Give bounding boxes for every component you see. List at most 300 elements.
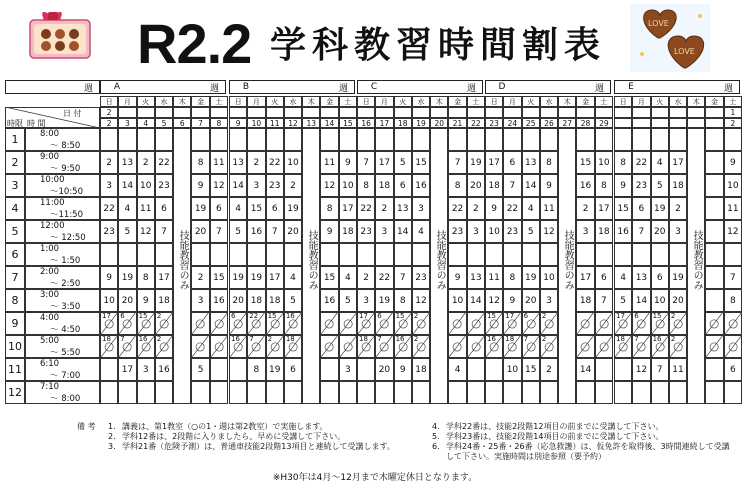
- period-number-cell: 7: [5, 266, 25, 289]
- lecture-slot: 5: [118, 220, 136, 243]
- lecture-slot-special: [155, 335, 173, 358]
- lecture-slot-special: [247, 312, 265, 335]
- note-number: 5.: [432, 432, 440, 441]
- skill-only-column-border: [687, 128, 705, 404]
- slash-mark: [577, 313, 593, 334]
- day-name-cell: 火: [137, 96, 155, 107]
- lecture-slot: 10: [485, 220, 503, 243]
- lecture-slot-special: [357, 335, 375, 358]
- top-date-cell: [302, 107, 320, 118]
- lecture-slot: 17: [576, 266, 594, 289]
- lecture-slot: 4: [448, 358, 466, 381]
- special-number: 2: [156, 312, 162, 320]
- lecture-slot: 20: [191, 220, 209, 243]
- lecture-slot: [485, 128, 503, 151]
- lecture-slot-special: [375, 335, 393, 358]
- lecture-slot-special: [394, 312, 412, 335]
- note-number: 1.: [108, 422, 116, 431]
- lecture-slot: 18: [247, 289, 265, 312]
- date-cell: 2: [100, 118, 118, 128]
- top-date-cell: [173, 107, 191, 118]
- lecture-slot: [137, 381, 155, 404]
- lecture-slot: 15: [614, 197, 632, 220]
- lecture-slot: 10: [503, 358, 521, 381]
- lecture-slot: [155, 381, 173, 404]
- lecture-slot: 18: [266, 289, 284, 312]
- lecture-slot: 15: [412, 151, 430, 174]
- skill-only-column-border: [173, 128, 191, 404]
- lecture-slot: 15: [522, 358, 540, 381]
- lecture-slot: 8: [137, 266, 155, 289]
- day-name-cell: 日: [229, 96, 247, 107]
- date-cell: [632, 118, 650, 128]
- lecture-slot: 11: [724, 197, 742, 220]
- lecture-slot: [595, 358, 613, 381]
- lecture-slot: 9: [448, 266, 466, 289]
- period-number-cell: 5: [5, 220, 25, 243]
- period-end: ～ 9:50: [50, 163, 81, 174]
- lecture-slot: 16: [614, 220, 632, 243]
- date-cell: 21: [448, 118, 466, 128]
- lecture-slot: [705, 243, 723, 266]
- lecture-slot: 2: [137, 151, 155, 174]
- top-date-cell: [375, 107, 393, 118]
- day-name-cell: 火: [522, 96, 540, 107]
- lecture-slot: [100, 128, 118, 151]
- lecture-slot: 19: [669, 266, 687, 289]
- lecture-slot: 16: [247, 220, 265, 243]
- lecture-slot: 23: [448, 220, 466, 243]
- date-cell: 3: [118, 118, 136, 128]
- date-cell: 22: [467, 118, 485, 128]
- special-number: 2: [670, 335, 676, 343]
- week-bar-label: 週: [5, 80, 100, 94]
- lecture-slot: 8: [191, 151, 209, 174]
- lecture-slot: 13: [467, 266, 485, 289]
- lecture-slot-special: [485, 312, 503, 335]
- lecture-slot-special: [266, 335, 284, 358]
- slash-mark: [192, 313, 208, 334]
- week-bar-c: [357, 80, 483, 94]
- lecture-slot: [339, 128, 357, 151]
- lecture-slot: [137, 128, 155, 151]
- lecture-slot-special: [522, 312, 540, 335]
- lecture-slot-special: [705, 335, 723, 358]
- top-date-cell: 1: [724, 107, 742, 118]
- lecture-slot: 2: [357, 266, 375, 289]
- slash-mark: [211, 313, 227, 334]
- skill-only-label: 技能教習のみ: [306, 230, 318, 290]
- lecture-slot: 2: [669, 197, 687, 220]
- lecture-slot: 22: [266, 151, 284, 174]
- date-cell: 10: [247, 118, 265, 128]
- lecture-slot: 18: [412, 358, 430, 381]
- lecture-slot: 2: [540, 358, 558, 381]
- lecture-slot-special: [669, 335, 687, 358]
- lecture-slot: [485, 381, 503, 404]
- lecture-slot: [467, 358, 485, 381]
- lecture-slot: 14: [632, 289, 650, 312]
- period-time-cell: [25, 243, 100, 266]
- day-name-cell: 水: [155, 96, 173, 107]
- date-cell: 25: [522, 118, 540, 128]
- lecture-slot: 18: [485, 174, 503, 197]
- lecture-slot: 22: [503, 197, 521, 220]
- lecture-slot-special: [632, 312, 650, 335]
- date-cell: 6: [173, 118, 191, 128]
- lecture-slot: [375, 381, 393, 404]
- lecture-slot: [412, 381, 430, 404]
- lecture-slot-special: [210, 312, 228, 335]
- lecture-slot: [247, 128, 265, 151]
- lecture-slot: [632, 381, 650, 404]
- lecture-slot: [247, 243, 265, 266]
- lecture-slot: [229, 381, 247, 404]
- footer-note: ※H30年は4月～12月まで木曜定休日となります。: [272, 473, 478, 483]
- special-number: 2: [670, 312, 676, 320]
- lecture-slot: 9: [724, 151, 742, 174]
- lecture-slot: 6: [651, 266, 669, 289]
- lecture-slot: 17: [485, 151, 503, 174]
- period-end: ～ 8:00: [50, 393, 81, 404]
- day-name-cell: 月: [375, 96, 393, 107]
- note-number: 6.: [432, 442, 440, 451]
- lecture-slot: 2: [576, 197, 594, 220]
- lecture-slot: [705, 151, 723, 174]
- lecture-slot: 10: [651, 289, 669, 312]
- slash-mark: [211, 336, 227, 357]
- top-date-cell: [467, 107, 485, 118]
- lecture-slot-special: [320, 312, 338, 335]
- slash-mark: [340, 336, 356, 357]
- lecture-slot: 7: [595, 289, 613, 312]
- lecture-slot: [651, 381, 669, 404]
- lecture-slot: 20: [522, 289, 540, 312]
- top-date-cell: [595, 107, 613, 118]
- note-text: 学科23番は、技能2段階14項目の前までに受講して下さい。: [446, 432, 664, 441]
- lecture-slot: 7: [503, 174, 521, 197]
- day-name-cell: 火: [651, 96, 669, 107]
- special-number: 17: [616, 312, 625, 320]
- day-name-cell: 木: [558, 96, 576, 107]
- note-text: 学科12番は、2段階に入りましたら、早めに受講して下さい。: [122, 432, 346, 441]
- top-date-cell: [412, 107, 430, 118]
- period-number-cell: 11: [5, 358, 25, 381]
- lecture-slot: 12: [412, 289, 430, 312]
- lecture-slot-special: [339, 335, 357, 358]
- lecture-slot: 17: [118, 358, 136, 381]
- day-name-cell: 金: [705, 96, 723, 107]
- lecture-slot-special: [632, 335, 650, 358]
- gift-box-icon: [22, 6, 100, 64]
- lecture-slot-special: [155, 312, 173, 335]
- special-number: 15: [395, 312, 405, 320]
- lecture-slot: 13: [632, 266, 650, 289]
- lecture-slot: 6: [394, 174, 412, 197]
- lecture-slot: 13: [394, 197, 412, 220]
- lecture-slot: [339, 381, 357, 404]
- lecture-slot: [229, 358, 247, 381]
- lecture-slot: 20: [229, 289, 247, 312]
- lecture-slot: [705, 381, 723, 404]
- date-cell: [669, 118, 687, 128]
- lecture-slot: [576, 243, 594, 266]
- week-bar-a: [100, 80, 226, 94]
- period-start: 5:00: [40, 335, 60, 346]
- lecture-slot-special: [576, 335, 594, 358]
- date-cell: 24: [503, 118, 521, 128]
- lecture-slot: [503, 243, 521, 266]
- lecture-slot: 17: [155, 266, 173, 289]
- lecture-slot-special: [669, 312, 687, 335]
- lecture-slot-special: [100, 335, 118, 358]
- date-cell: 18: [394, 118, 412, 128]
- period-end: ～11:50: [50, 209, 83, 220]
- lecture-slot-special: [412, 312, 430, 335]
- slash-mark: [449, 313, 465, 334]
- lecture-slot: [210, 358, 228, 381]
- special-number: 17: [102, 312, 111, 320]
- slash-mark: [449, 336, 465, 357]
- day-name-cell: 金: [320, 96, 338, 107]
- lecture-slot: 9: [394, 358, 412, 381]
- date-cell: 5: [155, 118, 173, 128]
- top-date-cell: [320, 107, 338, 118]
- lecture-slot: 9: [540, 174, 558, 197]
- lecture-slot: [247, 381, 265, 404]
- top-date-cell: [576, 107, 594, 118]
- lecture-slot: [394, 381, 412, 404]
- lecture-slot: 11: [669, 358, 687, 381]
- note-text: 学科21番（危険予測）は、普通車技能2段階13項目と連続して受講します。: [122, 442, 395, 451]
- lecture-slot: [357, 128, 375, 151]
- lecture-slot: 2: [100, 151, 118, 174]
- period-time-cell: [25, 312, 100, 335]
- lecture-slot: [705, 220, 723, 243]
- lecture-slot: [284, 243, 302, 266]
- date-cell: 4: [137, 118, 155, 128]
- lecture-slot: [705, 174, 723, 197]
- lecture-slot: 16: [210, 289, 228, 312]
- skill-only-label: 技能教習のみ: [434, 230, 446, 290]
- special-number: 6: [231, 312, 236, 320]
- lecture-slot: [614, 128, 632, 151]
- period-number-cell: 10: [5, 335, 25, 358]
- top-date-cell: [632, 107, 650, 118]
- lecture-slot: [467, 128, 485, 151]
- lecture-slot: [339, 243, 357, 266]
- lecture-slot: 13: [229, 151, 247, 174]
- lecture-slot-special: [448, 335, 466, 358]
- slash-mark: [577, 336, 593, 357]
- lecture-slot: 9: [320, 220, 338, 243]
- lecture-slot: [705, 358, 723, 381]
- lecture-slot: 7: [724, 266, 742, 289]
- period-time-cell: [25, 151, 100, 174]
- lecture-slot-special: [247, 335, 265, 358]
- period-number-cell: 3: [5, 174, 25, 197]
- lecture-slot: [357, 358, 375, 381]
- lecture-slot: 18: [339, 220, 357, 243]
- skill-only-column-border: [302, 128, 320, 404]
- lecture-slot: 23: [357, 220, 375, 243]
- svg-text:LOVE: LOVE: [674, 47, 695, 56]
- lecture-slot: [284, 381, 302, 404]
- lecture-slot-special: [651, 312, 669, 335]
- special-number: 16: [652, 335, 662, 343]
- lecture-slot: [632, 243, 650, 266]
- lecture-slot: 3: [540, 289, 558, 312]
- lecture-slot: 11: [320, 151, 338, 174]
- top-date-cell: [118, 107, 136, 118]
- lecture-slot: 14: [467, 289, 485, 312]
- top-date-cell: [540, 107, 558, 118]
- period-number-cell: 1: [5, 128, 25, 151]
- lecture-slot: 22: [155, 151, 173, 174]
- week-label: 週: [723, 83, 733, 94]
- lecture-slot-special: [503, 312, 521, 335]
- special-number: 17: [505, 312, 515, 320]
- date-cell: 27: [558, 118, 576, 128]
- lecture-slot: [100, 243, 118, 266]
- top-date-cell: [210, 107, 228, 118]
- love-hearts-icon: [630, 4, 710, 72]
- timetable-grid: [5, 96, 745, 408]
- lecture-slot: 19: [284, 197, 302, 220]
- lecture-slot: [669, 381, 687, 404]
- svg-text:LOVE: LOVE: [648, 19, 669, 28]
- lecture-slot: [705, 289, 723, 312]
- date-cell: [651, 118, 669, 128]
- lecture-slot: 12: [320, 174, 338, 197]
- lecture-slot: 20: [375, 358, 393, 381]
- lecture-slot: [357, 381, 375, 404]
- period-time-cell: [25, 128, 100, 151]
- lecture-slot: 7: [632, 220, 650, 243]
- lecture-slot: 3: [357, 289, 375, 312]
- period-end: ～ 7:00: [50, 370, 81, 381]
- lecture-slot: 8: [448, 174, 466, 197]
- slash-mark: [725, 313, 741, 334]
- special-number: 16: [395, 335, 405, 343]
- lecture-slot: 23: [632, 174, 650, 197]
- lecture-slot-special: [266, 312, 284, 335]
- lecture-slot-special: [284, 335, 302, 358]
- lecture-slot: 13: [118, 151, 136, 174]
- period-time-cell: [25, 220, 100, 243]
- date-cell: 23: [485, 118, 503, 128]
- lecture-slot: 3: [247, 174, 265, 197]
- date-cell: 14: [320, 118, 338, 128]
- top-date-cell: 2: [100, 107, 118, 118]
- date-cell: 2: [724, 118, 742, 128]
- special-number: 17: [359, 312, 368, 320]
- lecture-slot: [191, 381, 209, 404]
- notes-label: 備 考: [77, 422, 96, 431]
- lecture-slot: 12: [724, 220, 742, 243]
- day-name-cell: 月: [247, 96, 265, 107]
- lecture-slot: 20: [467, 174, 485, 197]
- lecture-slot: 23: [266, 174, 284, 197]
- special-number: 6: [377, 312, 382, 320]
- note-item: [108, 442, 408, 452]
- period-number-cell: 2: [5, 151, 25, 174]
- lecture-slot-special: [467, 335, 485, 358]
- lecture-slot: [467, 243, 485, 266]
- lecture-slot: 20: [284, 220, 302, 243]
- lecture-slot: 15: [320, 266, 338, 289]
- lecture-slot: 10: [339, 174, 357, 197]
- lecture-slot-special: [284, 312, 302, 335]
- special-number: 18: [616, 335, 625, 343]
- lecture-slot-special: [191, 312, 209, 335]
- lecture-slot: [394, 243, 412, 266]
- header-diagonal: [5, 107, 100, 128]
- week-label: 週: [209, 83, 219, 94]
- period-time-cell: [25, 381, 100, 404]
- lecture-slot: 14: [118, 174, 136, 197]
- lecture-slot: 20: [651, 220, 669, 243]
- lecture-slot: 6: [632, 197, 650, 220]
- lecture-slot-special: [540, 312, 558, 335]
- day-name-cell: 土: [210, 96, 228, 107]
- lecture-slot: 18: [576, 289, 594, 312]
- lecture-slot: 6: [503, 151, 521, 174]
- lecture-slot: 6: [284, 358, 302, 381]
- lecture-slot: [137, 243, 155, 266]
- lecture-slot: 12: [210, 174, 228, 197]
- date-cell: 20: [430, 118, 448, 128]
- lecture-slot-special: [118, 335, 136, 358]
- special-number: 18: [285, 335, 295, 343]
- top-date-cell: [394, 107, 412, 118]
- lecture-slot: [705, 266, 723, 289]
- lecture-slot: [724, 128, 742, 151]
- lecture-slot: 6: [724, 358, 742, 381]
- lecture-slot: 8: [320, 197, 338, 220]
- note-number: 4.: [432, 422, 440, 431]
- lecture-slot: 7: [448, 151, 466, 174]
- slash-mark: [706, 313, 722, 334]
- day-name-cell: 月: [632, 96, 650, 107]
- lecture-slot-special: [595, 335, 613, 358]
- period-time-cell: [25, 197, 100, 220]
- date-cell: 19: [412, 118, 430, 128]
- lecture-slot: 5: [339, 289, 357, 312]
- lecture-slot: 4: [522, 197, 540, 220]
- lecture-slot: 3: [412, 197, 430, 220]
- lecture-slot: [210, 381, 228, 404]
- day-name-cell: 土: [339, 96, 357, 107]
- lecture-slot: [210, 128, 228, 151]
- lecture-slot: 7: [266, 220, 284, 243]
- note-text: 学科24番・25番・26番（応急救護）は、仮免許を取得後、3時間連続して受講して下さい。実施時間は別途参照（要予約）: [446, 442, 730, 461]
- lecture-slot: 10: [448, 289, 466, 312]
- date-header-label: 日 付: [63, 109, 82, 118]
- special-number: 18: [505, 335, 515, 343]
- special-number: 6: [523, 312, 529, 320]
- slash-mark: [468, 336, 484, 357]
- lecture-slot: [100, 358, 118, 381]
- lecture-slot: [266, 128, 284, 151]
- lecture-slot: 8: [614, 151, 632, 174]
- lecture-slot: 22: [632, 151, 650, 174]
- day-name-cell: 金: [576, 96, 594, 107]
- lecture-slot: [394, 128, 412, 151]
- top-date-cell: [137, 107, 155, 118]
- lecture-slot: [229, 128, 247, 151]
- lecture-slot: 11: [210, 151, 228, 174]
